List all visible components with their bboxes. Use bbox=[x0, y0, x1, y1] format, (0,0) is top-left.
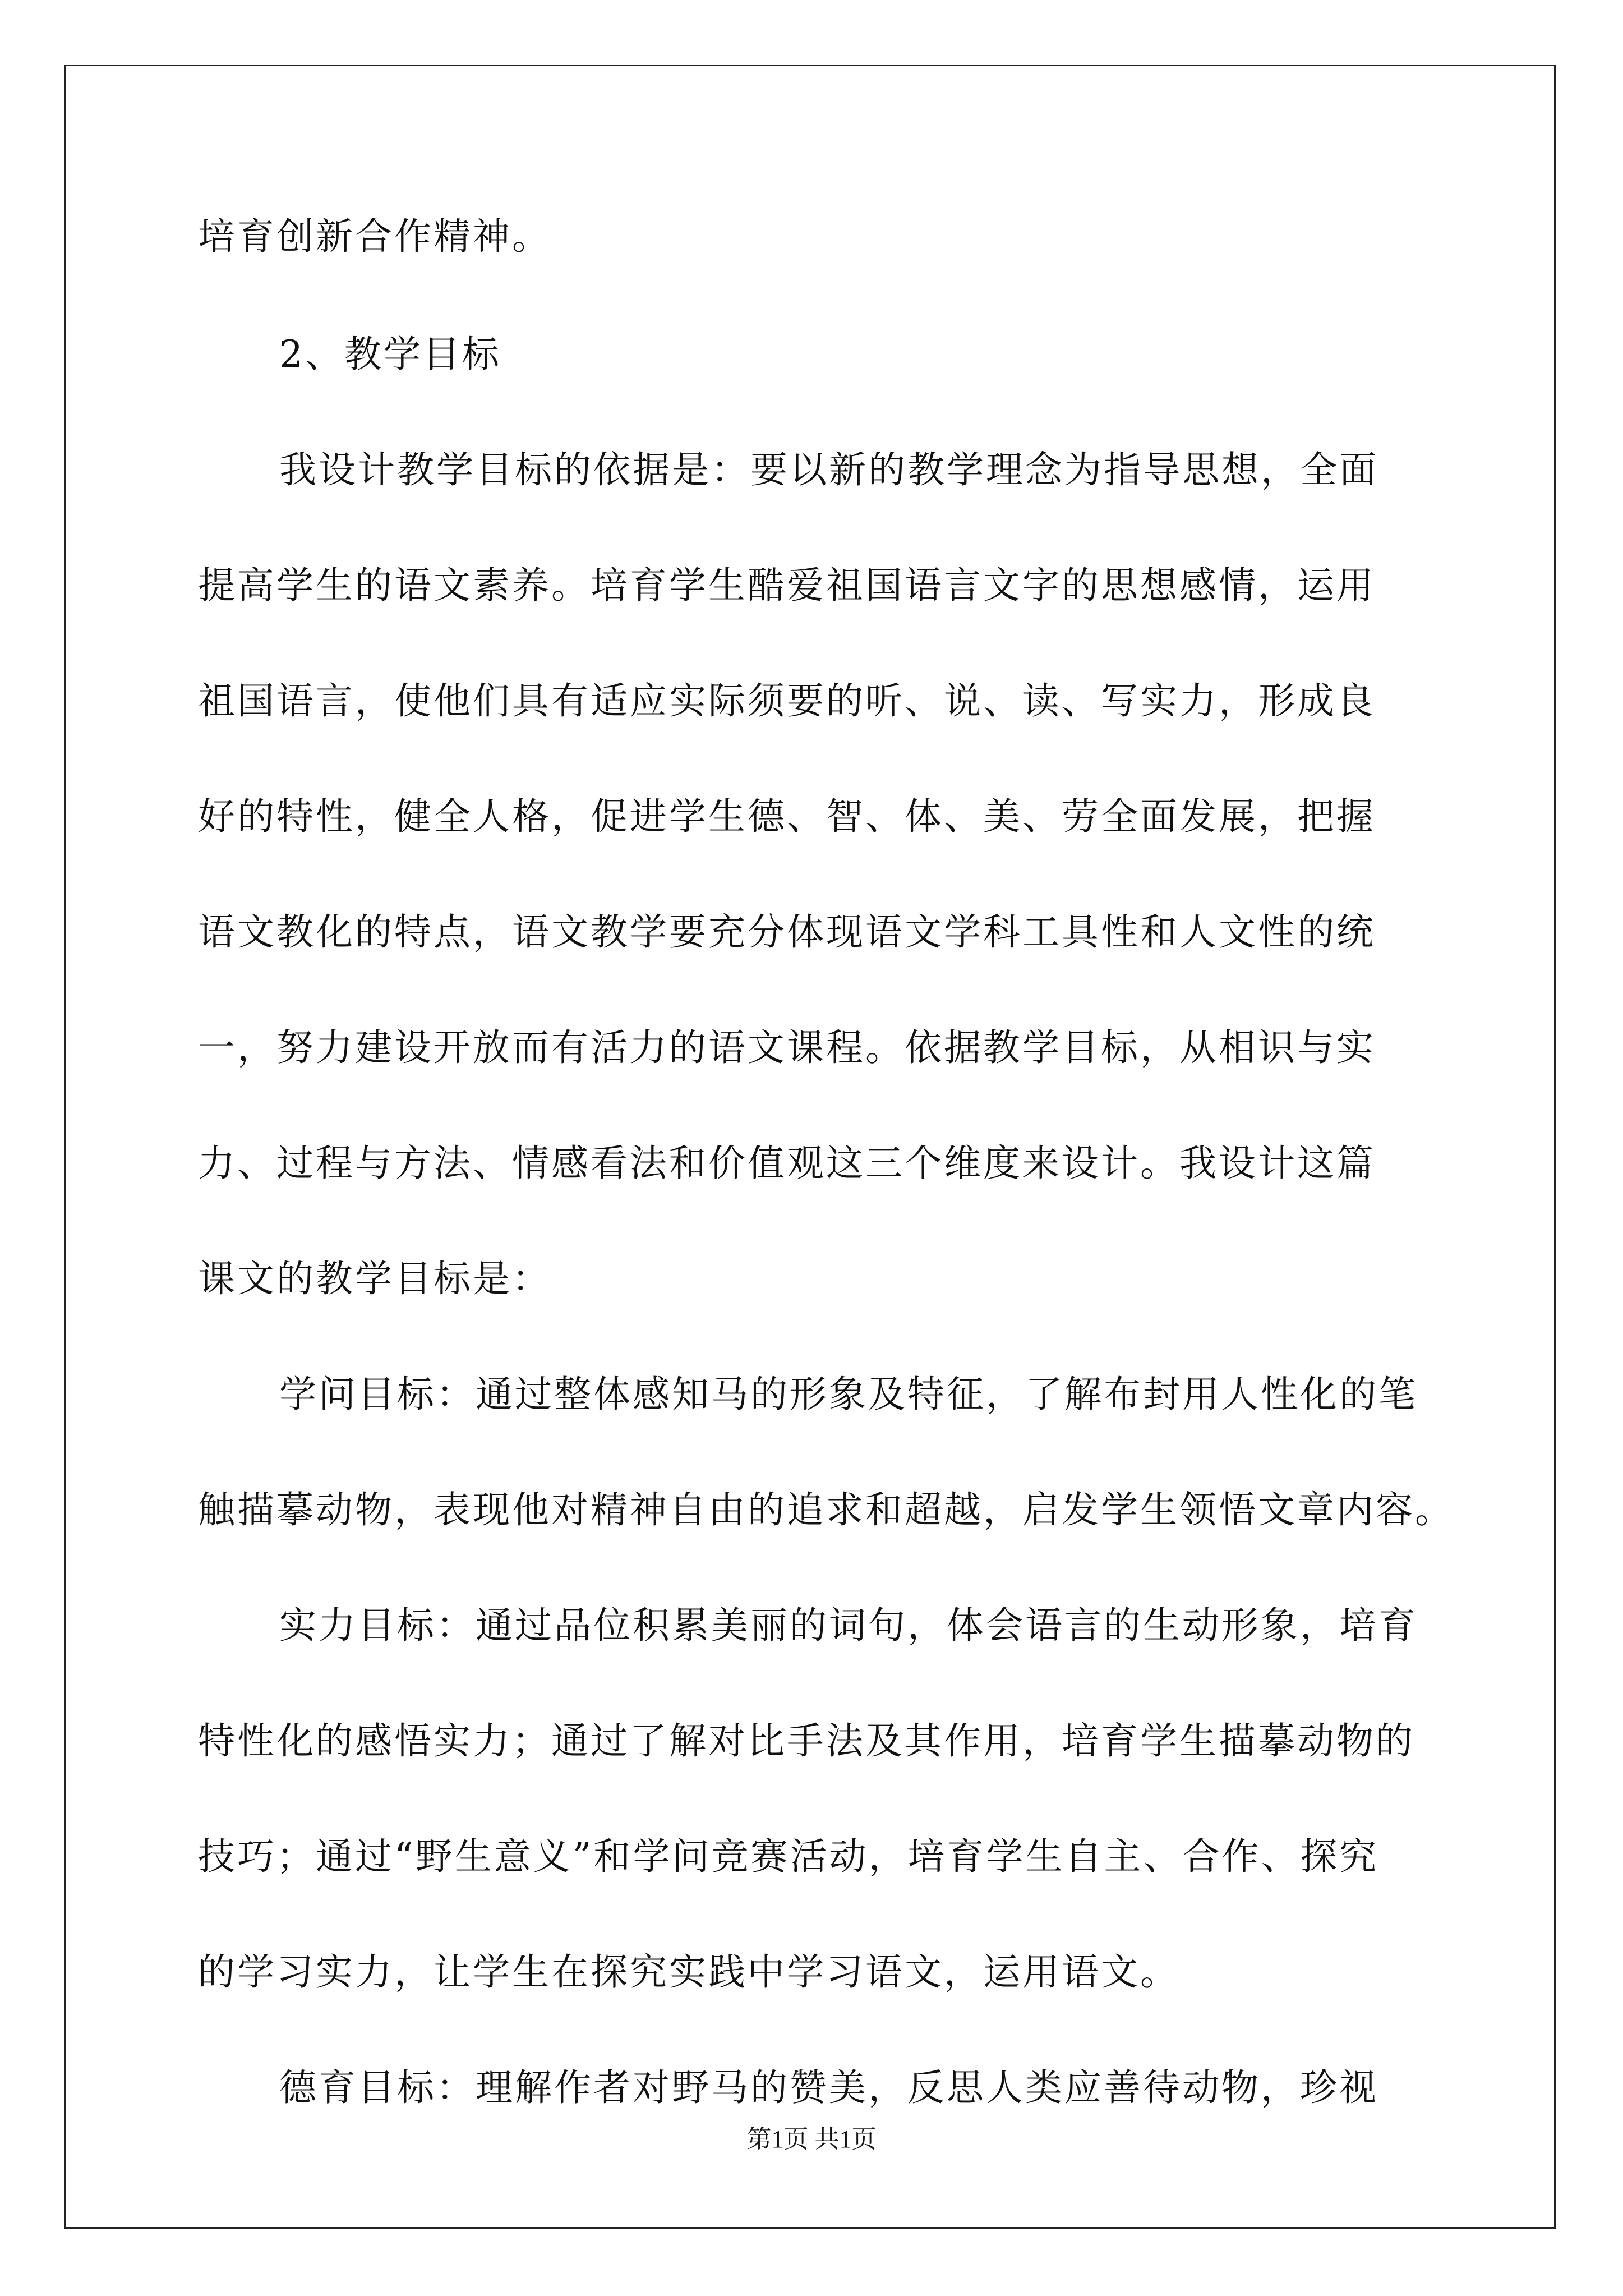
text-line: 特性化的感悟实力；通过了解对比手法及其作用，培育学生描摹动物的 bbox=[198, 1719, 1415, 1763]
text-line: 课文的教学目标是： bbox=[198, 1257, 551, 1300]
text-line: 提高学生的语文素养。培育学生酷爱祖国语言文字的思想感情，运用 bbox=[198, 564, 1376, 607]
text-line: 触描摹动物，表现他对精神自由的追求和超越，启发学生领悟文章内容。 bbox=[198, 1488, 1454, 1531]
section-heading: 2、教学目标 bbox=[279, 333, 501, 376]
text-line: 力、过程与方法、情感看法和价值观这三个维度来设计。我设计这篇 bbox=[198, 1142, 1376, 1185]
text-line: 学问目标：通过整体感知马的形象及特征，了解布封用人性化的笔 bbox=[279, 1373, 1418, 1416]
text-line: 一，努力建设开放而有活力的语文课程。依据教学目标，从相识与实 bbox=[198, 1026, 1376, 1069]
text-line: 语文教化的特点，语文教学要充分体现语文学科工具性和人文性的统 bbox=[198, 910, 1376, 954]
page-number-footer: 第1页 共1页 bbox=[746, 2125, 877, 2153]
text-line: 德育目标：理解作者对野马的赞美，反思人类应善待动物，珍视 bbox=[279, 2066, 1378, 2109]
text-line: 培育创新合作精神。 bbox=[198, 215, 551, 258]
text-line: 技巧；通过“野生意义”和学问竞赛活动，培育学生自主、合作、探究 bbox=[198, 1835, 1379, 1878]
text-line: 我设计教学目标的依据是：要以新的教学理念为指导思想，全面 bbox=[279, 448, 1378, 491]
text-line: 好的特性，健全人格，促进学生德、智、体、美、劳全面发展，把握 bbox=[198, 795, 1376, 838]
text-line: 实力目标：通过品位积累美丽的词句，体会语言的生动形象，培育 bbox=[279, 1604, 1418, 1647]
text-line: 祖国语言，使他们具有适应实际须要的听、说、读、写实力，形成良 bbox=[198, 679, 1376, 723]
text-line: 的学习实力，让学生在探究实践中学习语文，运用语文。 bbox=[198, 1950, 1179, 1994]
